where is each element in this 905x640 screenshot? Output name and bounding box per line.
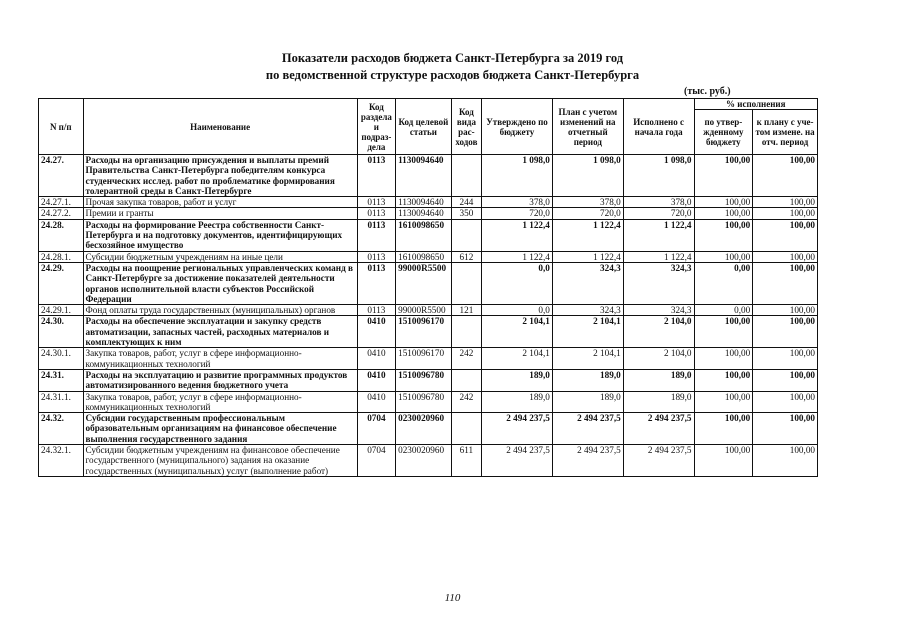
row-pct-plan: 100,00 xyxy=(753,219,818,251)
row-pct-plan: 100,00 xyxy=(753,197,818,208)
row-approved: 2 494 237,5 xyxy=(482,445,553,477)
row-number: 24.28.1. xyxy=(39,251,84,262)
header-name: Наименование xyxy=(83,99,357,155)
row-pct-plan: 100,00 xyxy=(753,348,818,370)
header-kind-code: Код вида рас- ходов xyxy=(451,99,481,155)
row-section-code: 0113 xyxy=(357,155,395,197)
row-executed: 1 098,0 xyxy=(623,155,694,197)
row-kind-code: 612 xyxy=(451,251,481,262)
row-executed: 2 494 237,5 xyxy=(623,445,694,477)
row-kind-code: 242 xyxy=(451,348,481,370)
row-pct-plan: 100,00 xyxy=(753,413,818,445)
row-name: Расходы на организацию присуждения и выплаты премий Правительства Санкт-Петербурга победителям конкурса студенческих исслед. работ по проблематике формирования толерантной среды в Санкт-Петербурге xyxy=(83,155,357,197)
row-name: Субсидии бюджетным учреждениям на финансовое обеспечение государственного (муниципального) задания на оказание государственных (муниципальных) услуг (выполнение работ) xyxy=(83,445,357,477)
row-plan: 2 494 237,5 xyxy=(552,445,623,477)
row-name: Расходы на обеспечение эксплуатации и закупку средств автоматизации, запасных частей, расходных материалов и комплектующих к ним xyxy=(83,316,357,348)
row-executed: 2 494 237,5 xyxy=(623,413,694,445)
header-target-code: Код целевой статьи xyxy=(396,99,452,155)
row-pct-plan: 100,00 xyxy=(753,262,818,304)
row-name: Расходы на формирование Реестра собственности Санкт-Петербурга и на подготовку документов, идентифицирующих бесхозяйное имущество xyxy=(83,219,357,251)
row-approved: 1 122,4 xyxy=(482,219,553,251)
row-section-code: 0410 xyxy=(357,391,395,413)
row-pct-plan: 100,00 xyxy=(753,391,818,413)
row-name: Премии и гранты xyxy=(83,208,357,219)
row-target-code: 1610098650 xyxy=(396,251,452,262)
row-target-code: 99000R5500 xyxy=(396,262,452,304)
header-percent-group: % исполнения xyxy=(694,99,817,110)
table-row xyxy=(39,369,818,391)
row-pct-plan: 100,00 xyxy=(753,369,818,391)
header-section-code: Код раздела и подраз- дела xyxy=(357,99,395,155)
row-approved: 0,0 xyxy=(482,305,553,316)
row-executed: 2 104,0 xyxy=(623,348,694,370)
row-executed: 324,3 xyxy=(623,305,694,316)
row-target-code: 1130094640 xyxy=(396,208,452,219)
row-pct-approved: 100,00 xyxy=(694,219,753,251)
row-executed: 1 122,4 xyxy=(623,219,694,251)
row-plan: 324,3 xyxy=(552,262,623,304)
row-target-code: 0230020960 xyxy=(396,413,452,445)
row-name: Закупка товаров, работ, услуг в сфере информационно-коммуникационных технологий xyxy=(83,348,357,370)
row-plan: 2 104,1 xyxy=(552,316,623,348)
row-section-code: 0410 xyxy=(357,348,395,370)
row-approved: 1 098,0 xyxy=(482,155,553,197)
row-pct-approved: 0,00 xyxy=(694,305,753,316)
header-pct-plan: к плану с уче- том измене. на отч. период xyxy=(753,110,818,155)
header-pct-approved: по утвер- жденному бюджету xyxy=(694,110,753,155)
row-executed: 189,0 xyxy=(623,391,694,413)
row-section-code: 0113 xyxy=(357,305,395,316)
row-pct-approved: 100,00 xyxy=(694,369,753,391)
row-pct-approved: 0,00 xyxy=(694,262,753,304)
row-plan: 189,0 xyxy=(552,369,623,391)
row-plan: 378,0 xyxy=(552,197,623,208)
row-kind-code xyxy=(451,316,481,348)
row-pct-approved: 100,00 xyxy=(694,391,753,413)
row-target-code: 1510096170 xyxy=(396,348,452,370)
table-row xyxy=(39,445,818,477)
row-name: Закупка товаров, работ, услуг в сфере информационно-коммуникационных технологий xyxy=(83,391,357,413)
row-section-code: 0704 xyxy=(357,413,395,445)
row-approved: 1 122,4 xyxy=(482,251,553,262)
row-number: 24.27.1. xyxy=(39,197,84,208)
table-row xyxy=(39,391,818,413)
row-executed: 324,3 xyxy=(623,262,694,304)
row-name: Фонд оплаты труда государственных (муниципальных) органов xyxy=(83,305,357,316)
row-kind-code: 121 xyxy=(451,305,481,316)
row-kind-code: 244 xyxy=(451,197,481,208)
row-executed: 720,0 xyxy=(623,208,694,219)
row-section-code: 0410 xyxy=(357,369,395,391)
row-pct-approved: 100,00 xyxy=(694,208,753,219)
row-target-code: 99000R5500 xyxy=(396,305,452,316)
row-section-code: 0113 xyxy=(357,251,395,262)
row-kind-code: 611 xyxy=(451,445,481,477)
row-pct-approved: 100,00 xyxy=(694,155,753,197)
row-kind-code xyxy=(451,219,481,251)
row-plan: 2 104,1 xyxy=(552,348,623,370)
row-approved: 2 494 237,5 xyxy=(482,413,553,445)
table-row xyxy=(39,348,818,370)
row-number: 24.31.1. xyxy=(39,391,84,413)
row-number: 24.28. xyxy=(39,219,84,251)
table-row xyxy=(39,413,818,445)
row-name: Прочая закупка товаров, работ и услуг xyxy=(83,197,357,208)
row-section-code: 0113 xyxy=(357,208,395,219)
row-approved: 720,0 xyxy=(482,208,553,219)
table-row xyxy=(39,316,818,348)
table-row xyxy=(39,219,818,251)
table-row xyxy=(39,155,818,197)
row-plan: 1 098,0 xyxy=(552,155,623,197)
row-number: 24.32.1. xyxy=(39,445,84,477)
row-target-code: 1130094640 xyxy=(396,197,452,208)
row-target-code: 0230020960 xyxy=(396,445,452,477)
row-pct-approved: 100,00 xyxy=(694,445,753,477)
row-plan: 324,3 xyxy=(552,305,623,316)
row-name: Субсидии государственным профессиональным образовательным организациям на финансовое обеспечение выполнения государственного задания xyxy=(83,413,357,445)
row-target-code: 1510096170 xyxy=(396,316,452,348)
row-plan: 1 122,4 xyxy=(552,219,623,251)
row-plan: 189,0 xyxy=(552,391,623,413)
row-pct-plan: 100,00 xyxy=(753,445,818,477)
row-kind-code: 242 xyxy=(451,391,481,413)
row-approved: 0,0 xyxy=(482,262,553,304)
row-pct-plan: 100,00 xyxy=(753,316,818,348)
row-section-code: 0113 xyxy=(357,219,395,251)
row-kind-code xyxy=(451,369,481,391)
row-section-code: 0410 xyxy=(357,316,395,348)
row-plan: 2 494 237,5 xyxy=(552,413,623,445)
row-number: 24.30.1. xyxy=(39,348,84,370)
row-name: Расходы на поощрение региональных управленческих команд в Санкт-Петербурге за достижение показателей деятельности органов исполнительной власти субъектов Российской Федерации xyxy=(83,262,357,304)
table-row xyxy=(39,305,818,316)
row-pct-plan: 100,00 xyxy=(753,251,818,262)
row-approved: 378,0 xyxy=(482,197,553,208)
row-section-code: 0704 xyxy=(357,445,395,477)
header-approved: Утверждено по бюджету xyxy=(482,99,553,155)
row-target-code: 1130094640 xyxy=(396,155,452,197)
header-num: N п/п xyxy=(39,99,84,155)
row-target-code: 1510096780 xyxy=(396,391,452,413)
row-pct-plan: 100,00 xyxy=(753,155,818,197)
row-number: 24.27. xyxy=(39,155,84,197)
page-number: 110 xyxy=(444,592,461,604)
header-executed: Исполнено с начала года xyxy=(623,99,694,155)
row-target-code: 1510096780 xyxy=(396,369,452,391)
row-number: 24.29. xyxy=(39,262,84,304)
row-pct-plan: 100,00 xyxy=(753,305,818,316)
table-row xyxy=(39,262,818,304)
row-number: 24.31. xyxy=(39,369,84,391)
row-approved: 2 104,1 xyxy=(482,348,553,370)
row-executed: 2 104,0 xyxy=(623,316,694,348)
row-kind-code xyxy=(451,413,481,445)
row-pct-approved: 100,00 xyxy=(694,197,753,208)
header-plan: План с учетом изменений на отчетный период xyxy=(552,99,623,155)
row-executed: 378,0 xyxy=(623,197,694,208)
document-title-line2: по ведомственной структуре расходов бюджета Санкт-Петербурга xyxy=(265,68,640,82)
row-approved: 189,0 xyxy=(482,391,553,413)
table-body xyxy=(39,155,818,477)
row-approved: 189,0 xyxy=(482,369,553,391)
row-executed: 1 122,4 xyxy=(623,251,694,262)
row-name: Расходы на эксплуатацию и развитие программных продуктов автоматизированного ведения бюджетного учета xyxy=(83,369,357,391)
table-row xyxy=(39,251,818,262)
row-section-code: 0113 xyxy=(357,262,395,304)
row-name: Субсидии бюджетным учреждениям на иные цели xyxy=(83,251,357,262)
row-pct-approved: 100,00 xyxy=(694,413,753,445)
row-pct-approved: 100,00 xyxy=(694,251,753,262)
row-number: 24.30. xyxy=(39,316,84,348)
budget-table xyxy=(38,98,818,477)
row-number: 24.32. xyxy=(39,413,84,445)
row-approved: 2 104,1 xyxy=(482,316,553,348)
row-target-code: 1610098650 xyxy=(396,219,452,251)
row-pct-plan: 100,00 xyxy=(753,208,818,219)
row-plan: 720,0 xyxy=(552,208,623,219)
row-number: 24.27.2. xyxy=(39,208,84,219)
table-row xyxy=(39,197,818,208)
row-kind-code xyxy=(451,155,481,197)
row-number: 24.29.1. xyxy=(39,305,84,316)
row-section-code: 0113 xyxy=(357,197,395,208)
unit-label: (тыс. руб.) xyxy=(684,86,731,97)
row-kind-code: 350 xyxy=(451,208,481,219)
row-pct-approved: 100,00 xyxy=(694,316,753,348)
row-executed: 189,0 xyxy=(623,369,694,391)
document-title-line1: Показатели расходов бюджета Санкт-Петербурга за 2019 год xyxy=(281,51,624,65)
table-row xyxy=(39,208,818,219)
row-plan: 1 122,4 xyxy=(552,251,623,262)
row-pct-approved: 100,00 xyxy=(694,348,753,370)
row-kind-code xyxy=(451,262,481,304)
